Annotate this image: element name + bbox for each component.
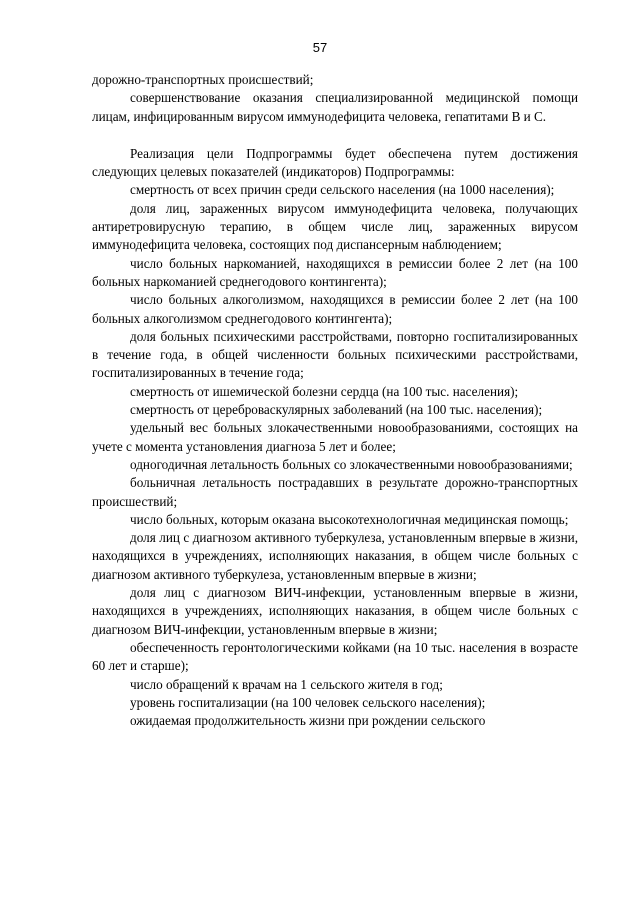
indicator-item: число больных, которым оказана высокотехнологичная медицинская помощь; — [130, 511, 569, 527]
indicator-item: уровень госпитализации (на 100 человек сельского населения); — [130, 694, 486, 710]
indicator-item: доля больных психическими расстройствами, повторно госпитализированных в течение года, в общей численности больных психическими расстройствами, госпитализированных в течение года; — [92, 328, 578, 381]
indicator-item: удельный вес больных злокачественными новообразованиями, состоящих на учете с момента установления диагноза 5 лет и более; — [92, 420, 578, 454]
indicator-item: обеспеченность геронтологическими койками (на 10 тыс. населения в возрасте 60 лет и старше); — [92, 639, 578, 674]
indicator-item: доля лиц с диагнозом ВИЧ-инфекции, установленным впервые в жизни, находящихся в учреждениях, исполняющих наказания, в общем числе больных с диагнозом ВИЧ-инфекции, установленным впервые в жизни; — [92, 585, 578, 637]
indicator-item: смертность от ишемической болезни сердца (на 100 тыс. населения); — [130, 383, 519, 399]
paragraph-intro: Реализация цели Подпрограммы будет обеспечена путем достижения следующих целевых показателей (индикаторов) Подпрограммы: — [92, 145, 578, 180]
indicator-item: ожидаемая продолжительность жизни при рождении сельского — [130, 713, 486, 729]
indicator-item: одногодичная летальность больных со злокачественными новообразованиями; — [130, 456, 573, 472]
indicator-item: доля лиц с диагнозом активного туберкулеза, установленным впервые в жизни, находящихся в учреждениях, исполняющих наказания, в общем числе больных с диагнозом активного туберкулеза, установленным впервые в жизни; — [92, 530, 578, 582]
indicator-item: число обращений к врачам на 1 сельского жителя в год; — [130, 676, 443, 692]
indicator-item: смертность от всех причин среди сельского населения (на 1000 населения); — [130, 182, 555, 198]
indicator-item: число больных алкоголизмом, находящихся в ремиссии более 2 лет (на 100 больных алкоголизмом среднегодового контингента); — [92, 292, 578, 326]
page-body — [92, 71, 578, 730]
indicator-item: число больных наркоманией, находящихся в ремиссии более 2 лет (на 100 больных наркоманией среднегодового контингента); — [92, 255, 578, 289]
indicator-item: смертность от цереброваскулярных заболеваний (на 100 тыс. населения); — [130, 402, 543, 418]
paragraph-gap — [92, 126, 578, 145]
paragraph-continuation: дорожно-транспортных происшествий; — [92, 72, 314, 87]
page-number: 57 — [312, 40, 328, 55]
paragraph-hiv-hepatitis-care: совершенствование оказания специализированной медицинской помощи лицам, инфицированным вирусом иммунодефицита человека, гепатитами В и С. — [92, 90, 578, 124]
indicator-item: доля лиц, зараженных вирусом иммунодефицита человека, получающих антиретровирусную терапию, в общем числе лиц, зараженных вирусом иммунодефицита человека, состоящих под диспансерным наблюдением; — [92, 200, 578, 253]
indicator-item: больничная летальность пострадавших в результате дорожно-транспортных происшествий; — [92, 475, 578, 509]
